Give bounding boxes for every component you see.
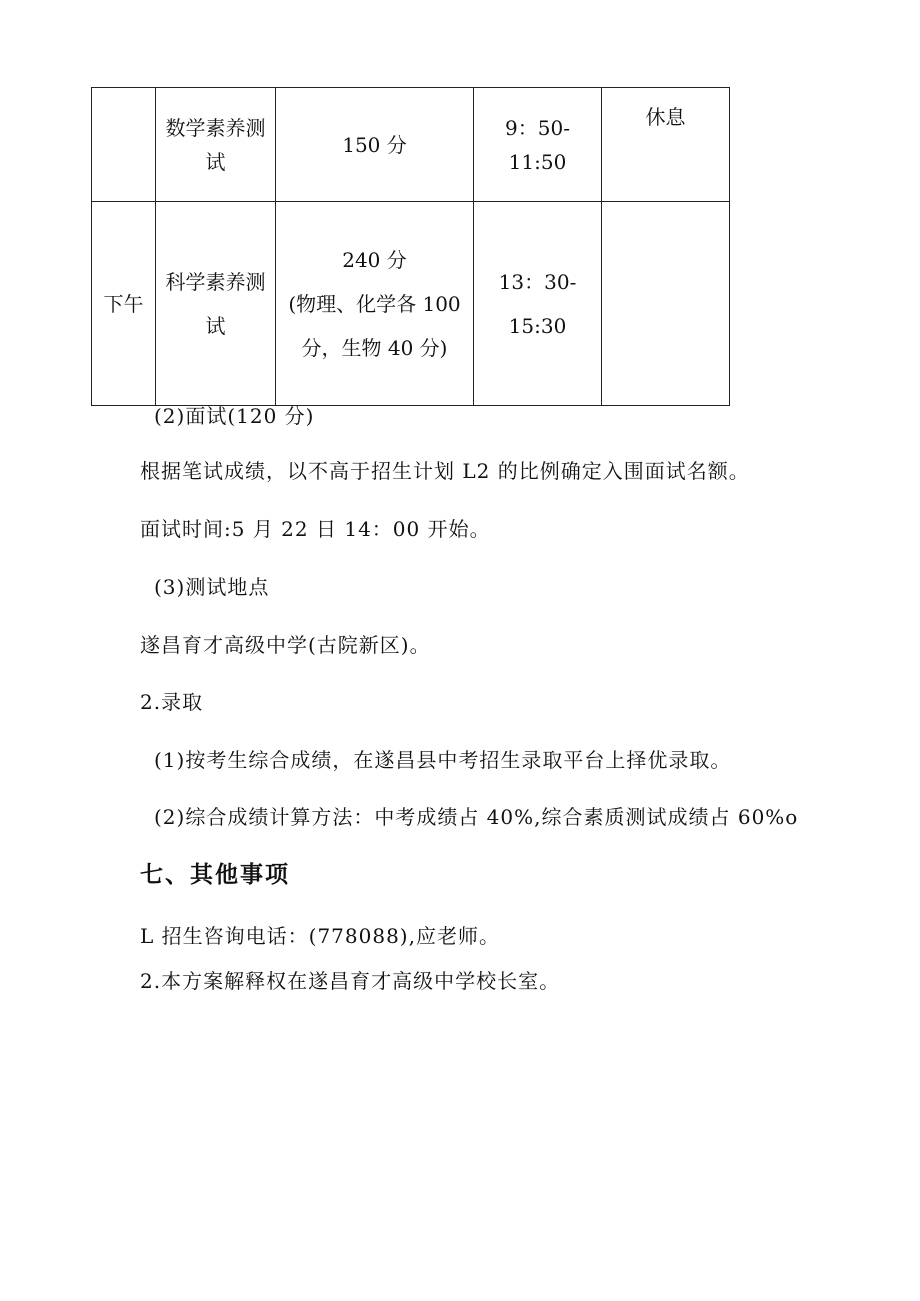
admission-heading: 2.录取 bbox=[140, 690, 204, 714]
score-cell bbox=[276, 202, 474, 406]
time-line: 9：50- bbox=[505, 115, 570, 140]
interview-heading: (2)面试(120 分) bbox=[154, 404, 315, 428]
period-label: 下午 bbox=[103, 291, 144, 316]
table-row bbox=[92, 202, 730, 406]
subject-line: 试 bbox=[205, 313, 226, 338]
other-item-2: 2.本方案解释权在遂昌育才高级中学校长室。 bbox=[140, 969, 561, 993]
score-text: 150 分 bbox=[342, 132, 407, 157]
exam-schedule-table bbox=[91, 87, 730, 406]
time-cell bbox=[474, 202, 602, 406]
subject-line: 科学素养测 bbox=[165, 269, 266, 294]
admission-item-1: (1)按考生综合成绩，在遂昌县中考招生录取平台上择优录取。 bbox=[154, 748, 732, 772]
interview-time: 面试时间:5 月 22 日 14：00 开始。 bbox=[140, 517, 491, 541]
section-heading-other: 七、其他事项 bbox=[140, 862, 290, 888]
admission-item-2: (2)综合成绩计算方法：中考成绩占 40%,综合素质测试成绩占 60%o bbox=[154, 805, 799, 829]
time-line: 11:50 bbox=[508, 149, 567, 174]
subject-line: 数学素养测 bbox=[165, 115, 266, 140]
note-text: 休息 bbox=[645, 105, 686, 129]
score-cell bbox=[276, 88, 474, 202]
subject-cell bbox=[156, 202, 276, 406]
score-line: (物理、化学各 100 bbox=[288, 291, 461, 316]
note-cell bbox=[602, 88, 730, 202]
time-line: 13：30- bbox=[498, 269, 577, 294]
score-line: 240 分 bbox=[342, 247, 407, 272]
period-cell bbox=[92, 202, 156, 406]
time-line: 15:30 bbox=[508, 313, 567, 338]
location-heading: (3)测试地点 bbox=[154, 575, 270, 599]
interview-rule: 根据笔试成绩，以不高于招生计划 L2 的比例确定入围面试名额。 bbox=[140, 459, 750, 483]
note-cell bbox=[602, 202, 730, 406]
time-cell bbox=[474, 88, 602, 202]
period-cell bbox=[92, 88, 156, 202]
location-place: 遂昌育才高级中学(古院新区)。 bbox=[140, 633, 431, 657]
other-item-1: L 招生咨询电话：(778088),应老师。 bbox=[140, 924, 500, 948]
score-line: 分，生物 40 分) bbox=[301, 335, 448, 360]
subject-cell bbox=[156, 88, 276, 202]
table-row bbox=[92, 88, 730, 202]
subject-line: 试 bbox=[205, 149, 226, 174]
